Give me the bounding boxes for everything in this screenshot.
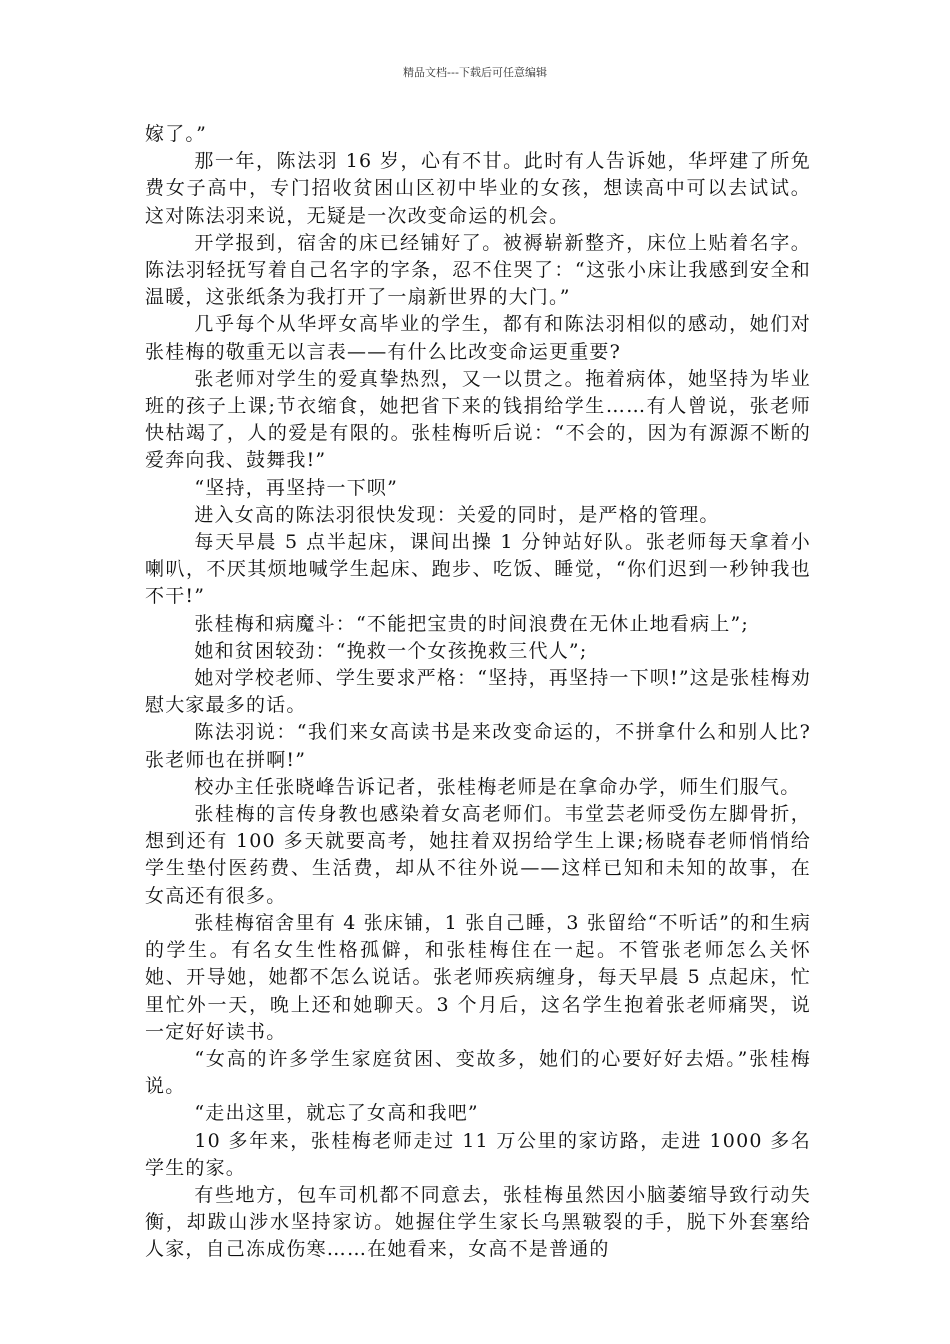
paragraph: 每天早晨 5 点半起床，课间出操 1 分钟站好队。张老师每天拿着小喇叭，不厌其烦地喊学生起床、跑步、吃饭、睡觉，“你们迟到一秒钟我也不干!” <box>145 531 811 608</box>
section-heading: “坚持，再坚持一下呗” <box>194 476 399 499</box>
paragraph: 她对学校老师、学生要求严格：“坚持，再坚持一下呗!”这是张桂梅劝慰大家最多的话。 <box>145 667 811 717</box>
paragraph: 张老师对学生的爱真挚热烈，又一以贯之。拖着病体，她坚持为毕业班的孩子上课;节衣缩食，她把省下来的钱捐给学生……有人曾说，张老师快枯竭了，人的爱是有限的。张桂梅听后说：“不会的，因为有源源不断的爱奔向我、鼓舞我!” <box>145 367 811 472</box>
page-header: 精品文档---下载后可任意编辑 <box>403 66 547 79</box>
article-body <box>145 121 811 1264</box>
paragraph: 她和贫困较劲：“挽救一个女孩挽救三代人”; <box>194 639 588 662</box>
paragraph: 张桂梅宿舍里有 4 张床铺，1 张自己睡，3 张留给“不听话”的和生病的学生。有名女生性格孤僻，和张桂梅住在一起。不管张老师怎么关怀她、开导她，她都不怎么说话。张老师疾病缠身，每天早晨 5 点起床，忙里忙外一天，晚上还和她聊天。3 个月后，这名学生抱着张老师痛哭，说一定好好读书。 <box>145 911 811 1043</box>
paragraph: 校办主任张晓峰告诉记者，张桂梅老师是在拿命办学，师生们服气。 <box>194 775 801 798</box>
paragraph: 开学报到，宿舍的床已经铺好了。被褥崭新整齐，床位上贴着名字。陈法羽轻抚写着自己名字的字条，忍不住哭了：“这张小床让我感到安全和温暖，这张纸条为我打开了一扇新世界的大门。” <box>145 231 811 309</box>
paragraph: 嫁了。” <box>145 123 208 145</box>
paragraph: “女高的许多学生家庭贫困、变故多，她们的心要好好去焐。”张桂梅说。 <box>145 1047 811 1098</box>
paragraph: 那一年，陈法羽 16 岁，心有不甘。此时有人告诉她，华坪建了所免费女子高中，专门招收贫困山区初中毕业的女孩，想读高中可以去试试。这对陈法羽来说，无疑是一次改变命运的机会。 <box>145 150 811 227</box>
paragraph: 有些地方，包车司机都不同意去，张桂梅虽然因小脑萎缩导致行动失衡，却跋山涉水坚持家访。她握住学生家长乌黑皲裂的手，脱下外套塞给人家，自己冻成伤寒……在她看来，女高不是普通的 <box>145 1183 811 1261</box>
paragraph: 张桂梅的言传身教也感染着女高老师们。韦堂芸老师受伤左脚骨折，想到还有 100 多天就要高考，她拄着双拐给学生上课;杨晓春老师悄悄给学生垫付医药费、生活费，却从不往外说——这样已知和未知的故事，在女高还有很多。 <box>145 803 811 907</box>
paragraph: 10 多年来，张桂梅老师走过 11 万公里的家访路，走进 1000 多名学生的家。 <box>145 1129 811 1179</box>
section-heading: “走出这里，就忘了女高和我吧” <box>194 1102 479 1125</box>
paragraph: 张桂梅和病魔斗：“不能把宝贵的时间浪费在无休止地看病上”; <box>194 612 750 635</box>
paragraph: 进入女高的陈法羽很快发现：关爱的同时，是严格的管理。 <box>194 503 720 526</box>
paragraph: 几乎每个从华坪女高毕业的学生，都有和陈法羽相似的感动，她们对张桂梅的敬重无以言表——有什么比改变命运更重要? <box>145 313 811 363</box>
paragraph: 陈法羽说：“我们来女高读书是来改变命运的，不拼拿什么和别人比?张老师也在拼啊!” <box>145 721 811 771</box>
